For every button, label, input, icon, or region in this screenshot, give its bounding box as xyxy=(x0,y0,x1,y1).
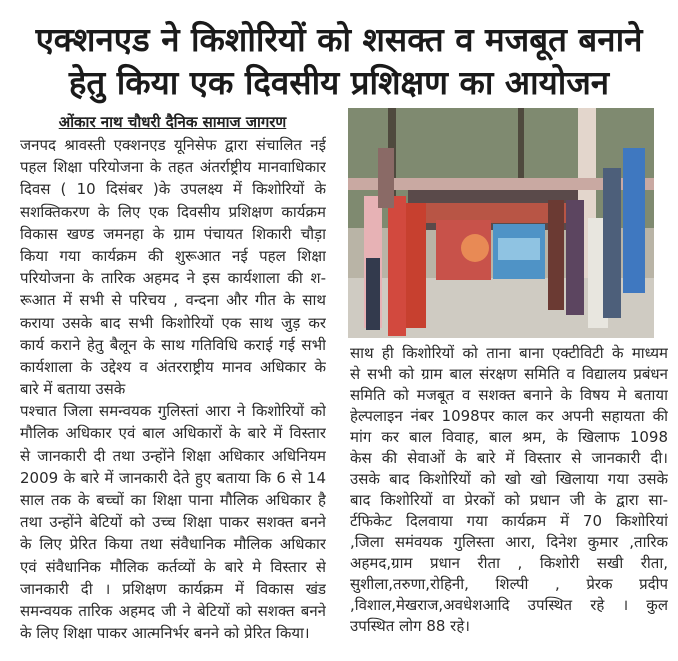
article-line: परियोजना के तारिक अहमद ने इस कार्यशाला की श- xyxy=(20,269,326,288)
article-line: से सभी को ग्राम बाल संरक्षण समिति व विद्यालय प्रबंधन xyxy=(350,365,668,383)
article-right-column xyxy=(350,343,668,637)
headline-line-2: हेतु किया एक दिवसीय प्रशिक्षण का आयोजन xyxy=(68,63,610,102)
article-line: साल तक के बच्चों का शिक्षा पाना मौलिक अधिकार है xyxy=(20,491,326,509)
article-line: साथ ही किशोरियों को ताना बाना एक्टीविटी के माध्यम xyxy=(350,344,668,362)
article-line: रूआत में सभी से परिचय , वन्दना और गीत के साथ xyxy=(20,291,326,310)
article-line: तथा उन्होंने बेटियों को उच्च शिक्षा पाकर सशक्त बनने xyxy=(20,513,326,532)
article-line: समिति को मजबूत व सशक्त बनाने के विषय मे बताया xyxy=(350,386,668,404)
article-line: किया गया कार्यक्रम की शुरूआत नई पहल शिक्षा xyxy=(20,246,326,265)
article-line: के लिए शिक्षा पाकर आत्मनिर्भर बनने को प्रेरित किया। xyxy=(20,624,310,643)
article-line: जानकारी दी । प्रशिक्षण कार्यक्रम में विकास खंड xyxy=(20,579,326,598)
headline-line-1: एक्शनएड ने किशोरियों को शसक्त व मजबूत बनाने xyxy=(35,20,643,59)
article-line: के लिए प्रेरित किया तथा संवैधानिक मौलिक अधिकार xyxy=(20,535,326,554)
article-line: दिवस ( 10 दिसंबर )के उपलक्ष्य में किशोरियों के xyxy=(20,180,326,199)
article-line: हेल्पलाइन नंबर 1098पर काल कर अपनी सहायता की xyxy=(350,407,668,425)
byline: ओंकार नाथ चौधरी दैनिक सामाज जागरण xyxy=(58,113,287,131)
article-line: सुशीला,तरुणा,रोहिनी, शिल्पी , प्रेरक प्रदीप xyxy=(350,575,668,593)
group-photo xyxy=(348,108,654,338)
article-line: मांग कर बाल विवाह, बाल श्रम, के खिलाफ 1098 xyxy=(350,428,668,446)
article-line: मौलिक अधिकार एवं बाल अधिकारों के बारे में विस्तार xyxy=(20,424,326,443)
article-line: एवं संवैधानिक मौलिक कर्तव्यों के बारे मे विस्तार से xyxy=(20,557,326,576)
article-line: र्टफिकेट दिलवाया गया कार्यक्रम में 70 किशोरियां xyxy=(350,512,668,530)
article-line: विकास खण्ड जमनहा के ग्राम पंचायत शिकारी चौड़ा xyxy=(20,224,326,243)
article-line: जनपद श्रावस्ती एक्शनएड यूनिसेफ द्वारा संचालित नई xyxy=(20,136,326,154)
article-line: कराया उसके बाद सभी किशोरियों एक साथ जुड़ कर xyxy=(20,313,326,332)
article-line: सशक्तिकरण के लिए एक दिवसीय प्रशिक्षण कार्यक्रम xyxy=(20,202,326,221)
article-line: अहमद,ग्राम प्रधान रीता , किशोरी सखी रीता, xyxy=(350,554,668,572)
article-line: 2009 के बारे में जानकारी देते हुए बताया कि 6 से 14 xyxy=(20,468,326,487)
article-line: बाद किशोरियों वा प्रेरकों को प्रधान जी के द्वारा सा- xyxy=(350,491,668,509)
article-line: से जानकारी दी तथा उन्होंने शिक्षा अधिकार अधिनियम xyxy=(20,446,326,465)
article-line: समन्वयक तारिक अहमद जी ने बेटियों को सशक्त बनने xyxy=(20,601,326,620)
article-line: पहल शिक्षा परियोजना के तहत अंतर्राष्ट्रीय मानवाधिकार xyxy=(20,158,326,177)
article-line: पश्चात जिला समन्वयक गुलिस्तां आरा ने किशोरियों को xyxy=(20,402,326,421)
article-line: उपस्थित लोग 88 रहे। xyxy=(350,617,470,635)
article-line: कार्य कराने हेतु बैलून के साथ गतिविधि कराई गई सभी xyxy=(20,335,326,354)
article-line: ,विशाल,मेखराज,अवधेशआदि उपस्थित रहे । कुल xyxy=(350,596,668,614)
article-line: उसके बाद किशोरियों को खो खो खिलाया गया उसके xyxy=(350,470,668,488)
article-left-column xyxy=(20,134,326,644)
article-line: ,जिला समंवयक गुलिस्ता आरा, दिनेश कुमार ,तारिक xyxy=(350,533,668,551)
article-line: बारे में बताया उसके xyxy=(20,380,126,399)
article-line: केस की सेवाओं के बारे में विस्तार से जानकारी दी। xyxy=(350,449,668,467)
article-line: कार्यशाला के उद्देश्य व अंतरराष्ट्रीय मानव अधिकार के xyxy=(20,357,326,376)
